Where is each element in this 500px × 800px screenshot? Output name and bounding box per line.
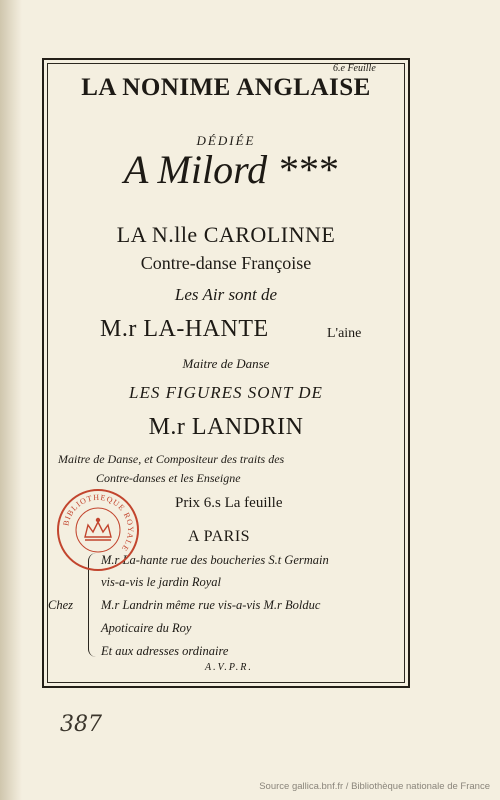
dedication-name: A Milord *** (123, 147, 338, 192)
figures-role-line-2: Contre-danses et les Enseigne (96, 471, 241, 485)
library-stamp (55, 487, 141, 573)
composer-role: Maitre de Danse (182, 356, 270, 371)
address-line: Et aux adresses ordinaire (101, 644, 229, 658)
privilege-mark: A.V.P.R. (205, 662, 253, 673)
composer-aine: L'aine (327, 326, 362, 341)
dance-name: LA N.lle CAROLINNE (116, 222, 336, 247)
page-title: LA NONIME ANGLAISE (81, 74, 371, 101)
chez-label: Chez (48, 598, 73, 612)
figures-author: M.r LANDRIN (148, 414, 304, 440)
manuscript-number: 387 (60, 712, 102, 737)
price: Prix 6.s La feuille (175, 495, 283, 511)
air-line: Les Air sont de (174, 285, 278, 304)
address-line: M.r Landrin même rue vis-a-vis M.r Bolduc (101, 598, 321, 612)
svg-text:BIBLIOTHEQUE ROYALE: BIBLIOTHEQUE ROYALE (61, 492, 136, 554)
figures-heading: LES FIGURES SONT DE (129, 383, 323, 402)
dedication-label: DÉDIÉE (196, 133, 256, 148)
address-line: vis-a-vis le jardin Royal (101, 575, 221, 589)
figures-role-line-1: Maitre de Danse, et Compositeur des traits des (58, 452, 285, 466)
sheet-number: 6.e Feuille (333, 63, 376, 74)
source-credit: Source gallica.bnf.fr / Bibliothèque nationale de France (259, 781, 490, 792)
city-heading: A PARIS (188, 528, 251, 545)
dance-type: Contre-danse Françoise (140, 253, 312, 273)
crown-icon (85, 519, 111, 541)
address-line: Apoticaire du Roy (101, 621, 192, 635)
composer-name: M.r LA-HANTE (100, 316, 269, 342)
address-line: M.r La-hante rue des boucheries S.t Germain (101, 553, 329, 567)
